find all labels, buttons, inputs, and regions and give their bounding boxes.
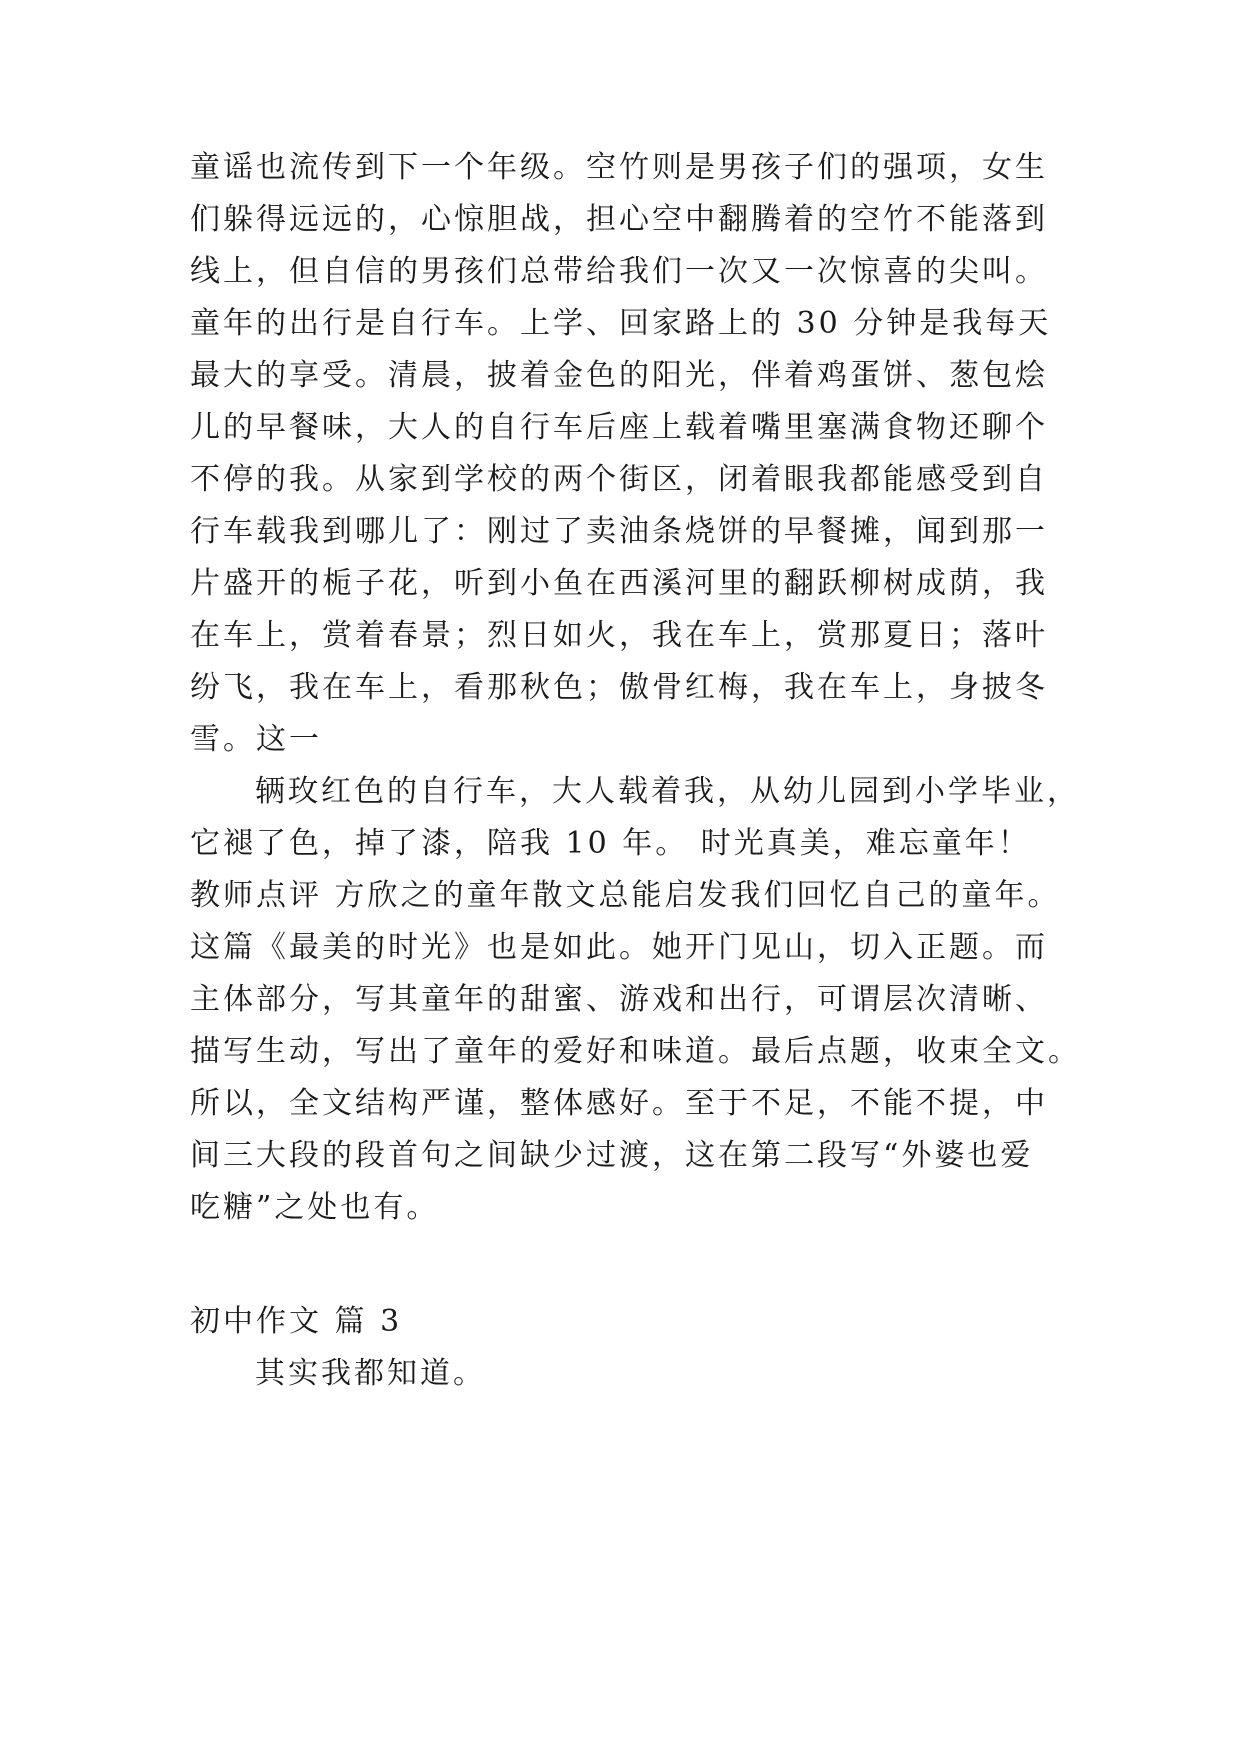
text-line: 不停的我。从家到学校的两个街区，闭着眼我都能感受到自 — [190, 462, 1048, 497]
text-line: 所以，全文结构严谨，整体感好。至于不足，不能不提，中 — [190, 1086, 1048, 1121]
text-line: 纷飞，我在车上，看那秋色；傲骨红梅，我在车上，身披冬 — [190, 670, 1048, 705]
section-first-line: 其实我都知道。 — [255, 1356, 486, 1391]
text-line: 雪。这一 — [190, 722, 322, 757]
text-line: 辆玫红色的自行车，大人载着我，从幼儿园到小学毕业， — [255, 774, 1080, 809]
text-line: 它褪了色，掉了漆，陪我 10 年。 时光真美，难忘童年！ — [190, 826, 1031, 861]
text-line: 们躲得远远的，心惊胆战，担心空中翻腾着的空竹不能落到 — [190, 202, 1048, 237]
text-line: 线上，但自信的男孩们总带给我们一次又一次惊喜的尖叫。 — [190, 254, 1048, 289]
text-line: 这篇《最美的时光》也是如此。她开门见山，切入正题。而 — [190, 930, 1048, 965]
text-line: 最大的享受。清晨，披着金色的阳光，伴着鸡蛋饼、葱包烩 — [190, 358, 1048, 393]
text-line: 吃糖”之处也有。 — [190, 1190, 440, 1225]
text-line: 教师点评 方欣之的童年散文总能启发我们回忆自己的童年。 — [190, 878, 1061, 913]
text-line: 儿的早餐味，大人的自行车后座上载着嘴里塞满食物还聊个 — [190, 410, 1048, 445]
section-heading: 初中作文 篇 3 — [190, 1304, 403, 1339]
text-line: 行车载我到哪儿了：刚过了卖油条烧饼的早餐摊，闻到那一 — [190, 514, 1048, 549]
text-line: 在车上，赏着春景；烈日如火，我在车上，赏那夏日；落叶 — [190, 618, 1048, 653]
text-line: 片盛开的栀子花，听到小鱼在西溪河里的翻跃柳树成荫，我 — [190, 566, 1048, 601]
text-line: 童谣也流传到下一个年级。空竹则是男孩子们的强项，女生 — [190, 150, 1048, 185]
text-line: 主体部分，写其童年的甜蜜、游戏和出行，可谓层次清晰、 — [190, 982, 1048, 1017]
text-line: 童年的出行是自行车。上学、回家路上的 30 分钟是我每天 — [190, 306, 1052, 341]
text-line: 描写生动，写出了童年的爱好和味道。最后点题，收束全文。 — [190, 1034, 1081, 1069]
text-line: 间三大段的段首句之间缺少过渡，这在第二段写“外婆也爱 — [190, 1138, 1034, 1173]
